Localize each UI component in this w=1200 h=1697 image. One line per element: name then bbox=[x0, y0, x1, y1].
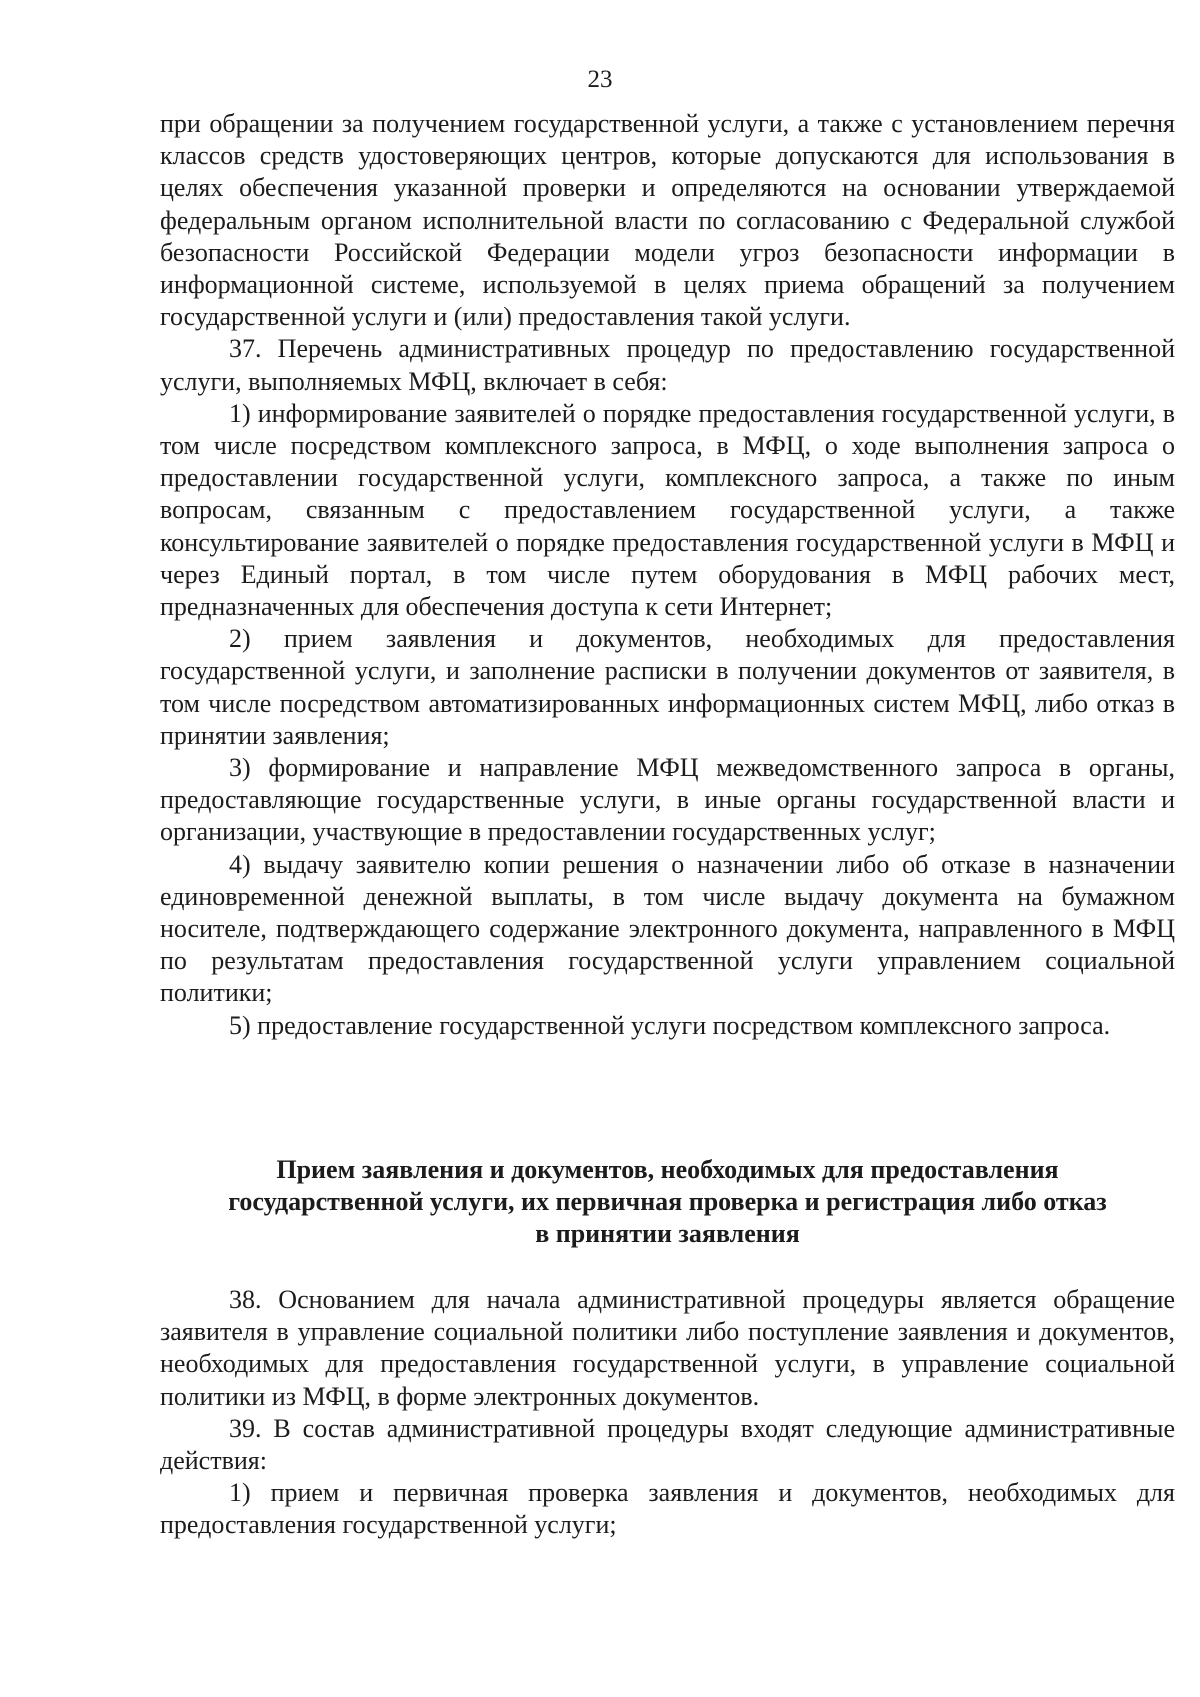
paragraph-38: 38. Основанием для начала административной процедуры является обращение заявителя в управление социальной политики либо поступление заявления и документов, необходимых для предоставления государственной услуги, в управление социальной политики из МФЦ, в форме электронных документов. bbox=[160, 1285, 1175, 1411]
body-text-section-1 bbox=[160, 108, 1175, 1042]
page-number: 23 bbox=[587, 66, 613, 93]
paragraph-continuation: при обращении за получением государственной услуги, а также с установлением перечня классов средств удостоверяющих центров, которые допускаются для использования в целях обеспечения указанной проверки и определяются на основании утверждаемой федеральным органом исполнительной власти по согласованию с Федеральной службой безопасности Российской Федерации модели угроз безопасности информации в информационной системе, используемой в целях приема обращений за получением государственной услуги и (или) предоставления такой услуги. bbox=[160, 109, 1175, 332]
list-item-37-5: 5) предоставление государственной услуги посредством комплексного запроса. bbox=[229, 1010, 1111, 1040]
list-item-37-1: 1) информирование заявителей о порядке предоставления государственной услуги, в том числе посредством комплексного запроса, в МФЦ, о ходе выполнения запроса о предоставлении государственной услуги, комплексного запроса, а также по иным вопросам, связанным с предоставлением государственной услуги, а также консультирование заявителей о порядке предоставления государственной услуги в МФЦ и через Единый портал, в том числе путем оборудования в МФЦ рабочих мест, предназначенных для обеспечения доступа к сети Интернет; bbox=[160, 398, 1175, 622]
body-text-section-2 bbox=[160, 1284, 1175, 1542]
list-item-37-3: 3) формирование и направление МФЦ межведомственного запроса в органы, предоставляющие государственные услуги, в иные органы государственной власти и организации, участвующие в предоставлении государственных услуг; bbox=[160, 753, 1175, 847]
paragraph-39: 39. В состав административной процедуры входят следующие административные действия: bbox=[160, 1413, 1175, 1476]
list-item-37-2: 2) прием заявления и документов, необходимых для предоставления государственной услуги, и заполнение расписки в получении документов от заявителя, в том числе посредством автоматизированных информационных систем МФЦ, либо отказ в принятии заявления; bbox=[160, 624, 1175, 750]
heading-line-3: в принятии заявления bbox=[535, 1219, 800, 1248]
list-item-37-4: 4) выдачу заявителю копии решения о назначении либо об отказе в назначении единовременной денежной выплаты, в том числе выдачу документа на бумажном носителе, подтверждающего содержание электронного документа, направленного в МФЦ по результатам предоставления государственной услуги управлением социальной политики; bbox=[160, 849, 1175, 1008]
section-heading bbox=[160, 1154, 1175, 1250]
heading-line-1: Прием заявления и документов, необходимых для предоставления bbox=[276, 1155, 1059, 1184]
paragraph-37: 37. Перечень административных процедур по предоставлению государственной услуги, выполняемых МФЦ, включает в себя: bbox=[160, 334, 1175, 396]
list-item-39-1: 1) прием и первичная проверка заявления и документов, необходимых для предоставления государственной услуги; bbox=[160, 1478, 1175, 1540]
heading-line-2: государственной услуги, их первичная проверка и регистрация либо отказ bbox=[228, 1187, 1107, 1216]
